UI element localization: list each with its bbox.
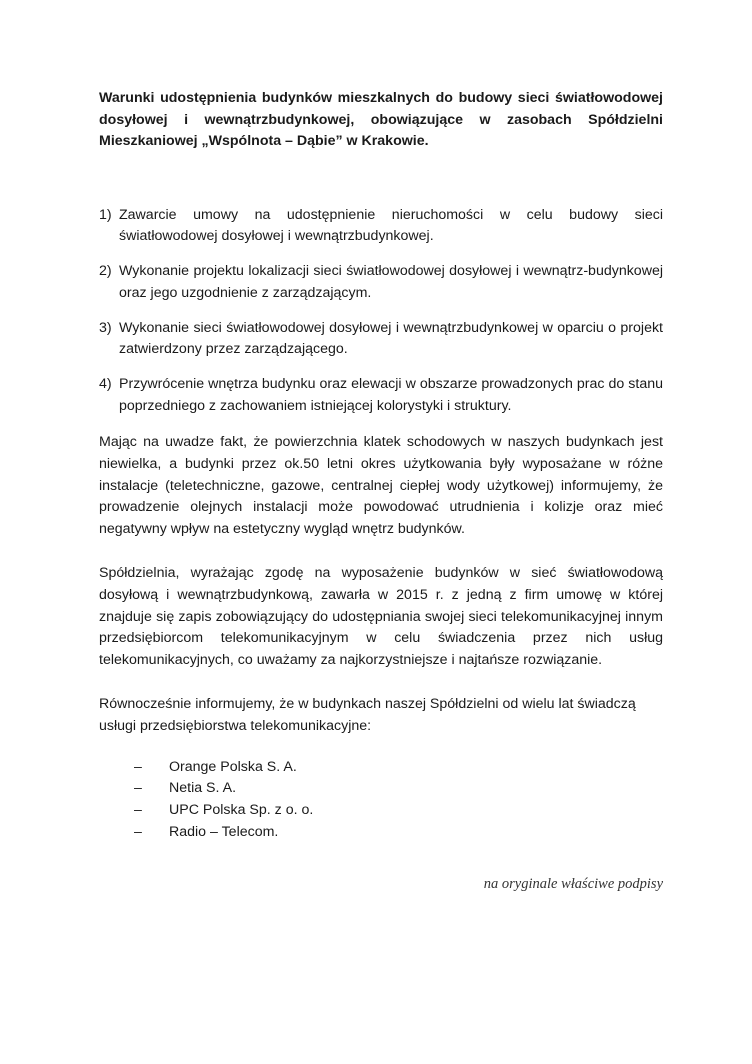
- document-title: Warunki udostępnienia budynków mieszkalnych do budowy sieci światłowodowej dosyłowej i wewnątrzbudynkowej, obowiązujące w zasobach Spółdzielni Mieszkaniowej „Wspólnota – Dąbie” w Krakowie.: [99, 90, 663, 149]
- providers-list: [134, 757, 663, 844]
- condition-text: Wykonanie sieci światłowodowej dosyłowej i wewnątrzbudynkowej w oparciu o projekt zatwierdzony przez zarządzającego.: [119, 319, 663, 357]
- condition-item: [99, 261, 663, 304]
- condition-item: [99, 374, 663, 417]
- condition-number: 4): [99, 376, 112, 392]
- provider-item: [134, 778, 663, 800]
- provider-name: Radio – Telecom.: [169, 823, 279, 840]
- provider-name: UPC Polska Sp. z o. o.: [169, 802, 314, 819]
- conditions-list: [99, 205, 663, 418]
- signature-note: na oryginale właściwe podpisy: [483, 876, 663, 892]
- condition-text: Zawarcie umowy na udostępnienie nieruchomości w celu budowy sieci światłowodowej dosyłowej i wewnątrzbudynkowej.: [119, 206, 663, 244]
- provider-item: [134, 822, 663, 844]
- provider-item: [134, 757, 663, 779]
- list-dash: –: [134, 758, 142, 775]
- condition-text: Wykonanie projektu lokalizacji sieci światłowodowej dosyłowej i wewnątrz-budynkowej oraz jego uzgodnienie z zarządzającym.: [119, 263, 663, 301]
- provider-name: Netia S. A.: [169, 780, 237, 797]
- condition-number: 3): [99, 319, 112, 336]
- provider-name: Orange Polska S. A.: [169, 758, 297, 775]
- paragraph-installations: Mając na uwadze fakt, że powierzchnia klatek schodowych w naszych budynkach jest niewielka, a budynki przez ok.50 letni okres użytkowania były wyposażane w różne instalacje (teletechniczne, gazowe, centralnej ciepłej wody użytkowej) informujemy, że prowadzenie olejnych instalacji może powodować utrudnienia i kolizje oraz mieć negatywny wpływ na estetyczny wygląd wnętrz budynków.: [99, 434, 663, 538]
- list-dash: –: [134, 823, 142, 840]
- condition-item: [99, 205, 663, 248]
- condition-text: Przywrócenie wnętrza budynku oraz elewacji w obszarze prowadzonych prac do stanu poprzedniego z zachowaniem istniejącej kolorystyki i struktury.: [119, 376, 663, 414]
- list-dash: –: [134, 780, 142, 797]
- condition-item: [99, 318, 663, 361]
- paragraph-agreement: Spółdzielnia, wyrażając zgodę na wyposażenie budynków w sieć światłowodową dosyłową i wewnątrzbudynkową, zawarła w 2015 r. z jedną z firm umowę w której znajduje się zapis zobowiązujący do udostępniania swojej sieci telekomunikacyjnej innym przedsiębiorcom telekomunikacyjnym w celu świadczenia przez nich usług telekomunikacyjnych, co uważamy za najkorzystniejsze i najtańsze rozwiązanie.: [99, 564, 663, 669]
- list-dash: –: [134, 802, 142, 819]
- paragraph-providers-intro: Równocześnie informujemy, że w budynkach naszej Spółdzielni od wielu lat świadczą usługi przedsiębiorstwa telekomunikacyjne:: [99, 695, 636, 734]
- document-body: [99, 88, 663, 844]
- condition-number: 1): [99, 206, 112, 223]
- provider-item: [134, 800, 663, 822]
- condition-number: 2): [99, 263, 112, 279]
